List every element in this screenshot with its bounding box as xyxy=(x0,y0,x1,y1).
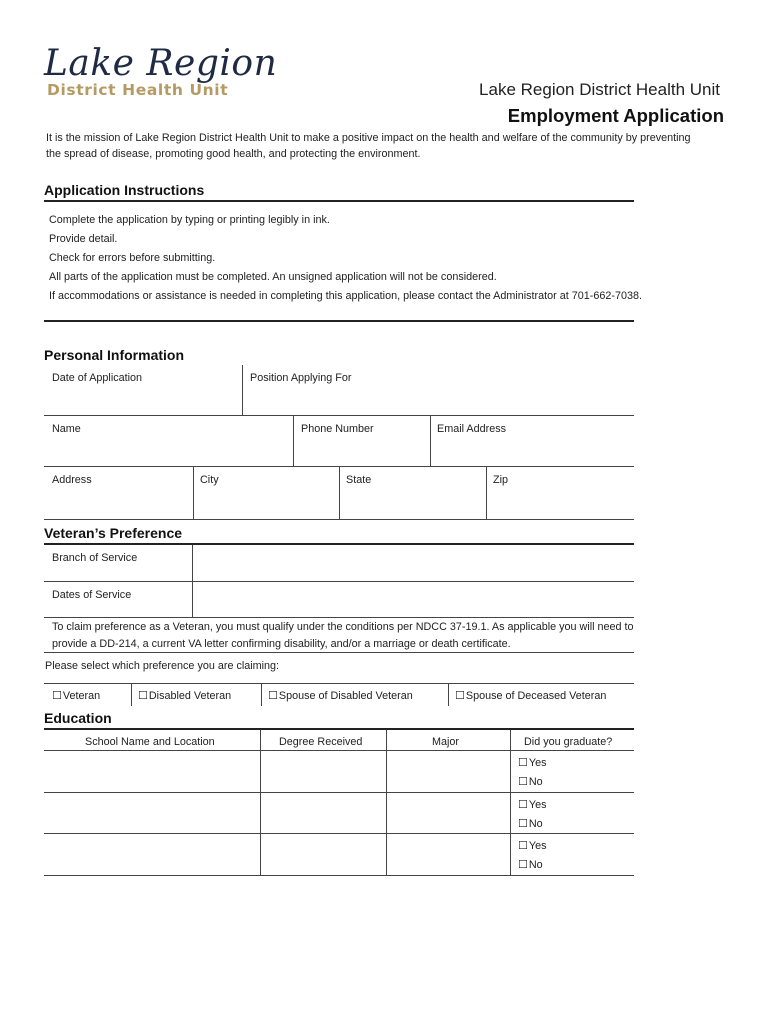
instruction-item: If accommodations or assistance is needed in completing this application, please contact the Administrator at 701-662-7038. xyxy=(49,290,642,302)
graduate-yes-option[interactable]: ☐Yes xyxy=(518,840,547,852)
column-divider xyxy=(386,730,387,876)
did-you-graduate-header: Did you graduate? xyxy=(524,736,613,748)
row-divider xyxy=(44,617,634,618)
graduate-yes-option[interactable]: ☐Yes xyxy=(518,799,547,811)
city-label: City xyxy=(200,474,219,486)
state-label: State xyxy=(346,474,372,486)
checkbox-icon[interactable]: ☐ xyxy=(518,799,528,811)
org-name: Lake Region District Health Unit xyxy=(479,80,720,99)
branch-of-service-label: Branch of Service xyxy=(52,552,138,564)
row-divider xyxy=(44,833,634,834)
cell-divider xyxy=(261,684,262,706)
row-divider xyxy=(44,652,634,653)
logo-sub-text: District Health Unit xyxy=(47,81,229,99)
lake-region-logo xyxy=(44,44,284,102)
personal-info-title: Personal Information xyxy=(44,347,185,363)
graduate-no-option[interactable]: ☐No xyxy=(518,776,543,788)
position-applying-for-label: Position Applying For xyxy=(250,372,352,384)
graduate-yes-option[interactable]: ☐Yes xyxy=(518,757,547,769)
cell-divider xyxy=(339,467,340,520)
school-name-header: School Name and Location xyxy=(85,736,215,748)
cell-divider xyxy=(242,365,243,416)
disabled-veteran-option[interactable]: ☐Disabled Veteran xyxy=(138,690,232,702)
graduate-no-option[interactable]: ☐No xyxy=(518,859,543,871)
graduate-no-option[interactable]: ☐No xyxy=(518,818,543,830)
checkbox-icon[interactable]: ☐ xyxy=(518,776,528,788)
checkbox-icon[interactable]: ☐ xyxy=(518,840,528,852)
mission-statement: It is the mission of Lake Region District Health Unit to make a positive impact on the health and welfare of the community by preventing the spread of disease, promoting good health, and protecting the environment. xyxy=(46,132,691,160)
cell-divider xyxy=(293,416,294,467)
veteran-preference-title: Veteran’s Preference xyxy=(44,525,183,541)
instruction-item: Complete the application by typing or printing legibly in ink. xyxy=(49,214,330,226)
address-label: Address xyxy=(52,474,92,486)
select-preference-prompt: Please select which preference you are claiming: xyxy=(45,660,280,672)
education-title: Education xyxy=(44,710,112,726)
zip-label: Zip xyxy=(493,474,508,486)
phone-number-label: Phone Number xyxy=(301,423,374,435)
row-divider xyxy=(44,750,634,751)
checkbox-icon[interactable]: ☐ xyxy=(52,690,62,702)
instruction-item: Check for errors before submitting. xyxy=(49,252,216,264)
row-divider xyxy=(44,683,634,684)
instructions-end-rule xyxy=(44,320,634,322)
cell-divider xyxy=(486,467,487,520)
checkbox-icon[interactable]: ☐ xyxy=(518,757,528,769)
date-of-application-label: Date of Application xyxy=(52,372,143,384)
checkbox-icon[interactable]: ☐ xyxy=(268,690,278,702)
document-title: Employment Application xyxy=(507,105,724,126)
email-address-label: Email Address xyxy=(437,423,507,435)
checkbox-icon[interactable]: ☐ xyxy=(455,690,465,702)
veteran-rule xyxy=(44,543,634,545)
name-label: Name xyxy=(52,423,81,435)
major-header: Major xyxy=(432,736,459,748)
spouse-disabled-veteran-option[interactable]: ☐Spouse of Disabled Veteran xyxy=(268,690,413,702)
cell-divider xyxy=(430,416,431,467)
checkbox-icon[interactable]: ☐ xyxy=(518,818,528,830)
row-divider xyxy=(44,792,634,793)
checkbox-icon[interactable]: ☐ xyxy=(518,859,528,871)
logo-script-text: Lake Region xyxy=(44,43,278,84)
row-divider xyxy=(44,875,634,876)
checkbox-icon[interactable]: ☐ xyxy=(138,690,148,702)
veteran-option[interactable]: ☐Veteran xyxy=(52,690,101,702)
spouse-deceased-veteran-option[interactable]: ☐Spouse of Deceased Veteran xyxy=(455,690,607,702)
row-divider xyxy=(44,581,634,582)
dates-of-service-label: Dates of Service xyxy=(52,589,132,601)
column-divider xyxy=(510,730,511,876)
degree-received-header: Degree Received xyxy=(279,736,363,748)
instruction-item: Provide detail. xyxy=(49,233,118,245)
column-divider xyxy=(260,730,261,876)
instructions-rule xyxy=(44,200,634,202)
claim-preference-text-2: provide a DD-214, a current VA letter confirming disability, and/or a marriage or death certificate. xyxy=(52,638,511,650)
instructions-title: Application Instructions xyxy=(44,182,205,198)
education-rule xyxy=(44,728,634,730)
cell-divider xyxy=(193,467,194,520)
row-divider xyxy=(44,519,634,520)
claim-preference-text: To claim preference as a Veteran, you must qualify under the conditions per NDCC 37-19.1. As applicable you will need to xyxy=(52,621,634,633)
instruction-item: All parts of the application must be completed. An unsigned application will not be considered. xyxy=(49,271,497,283)
cell-divider xyxy=(448,684,449,706)
cell-divider xyxy=(131,684,132,706)
row-divider xyxy=(44,415,634,416)
